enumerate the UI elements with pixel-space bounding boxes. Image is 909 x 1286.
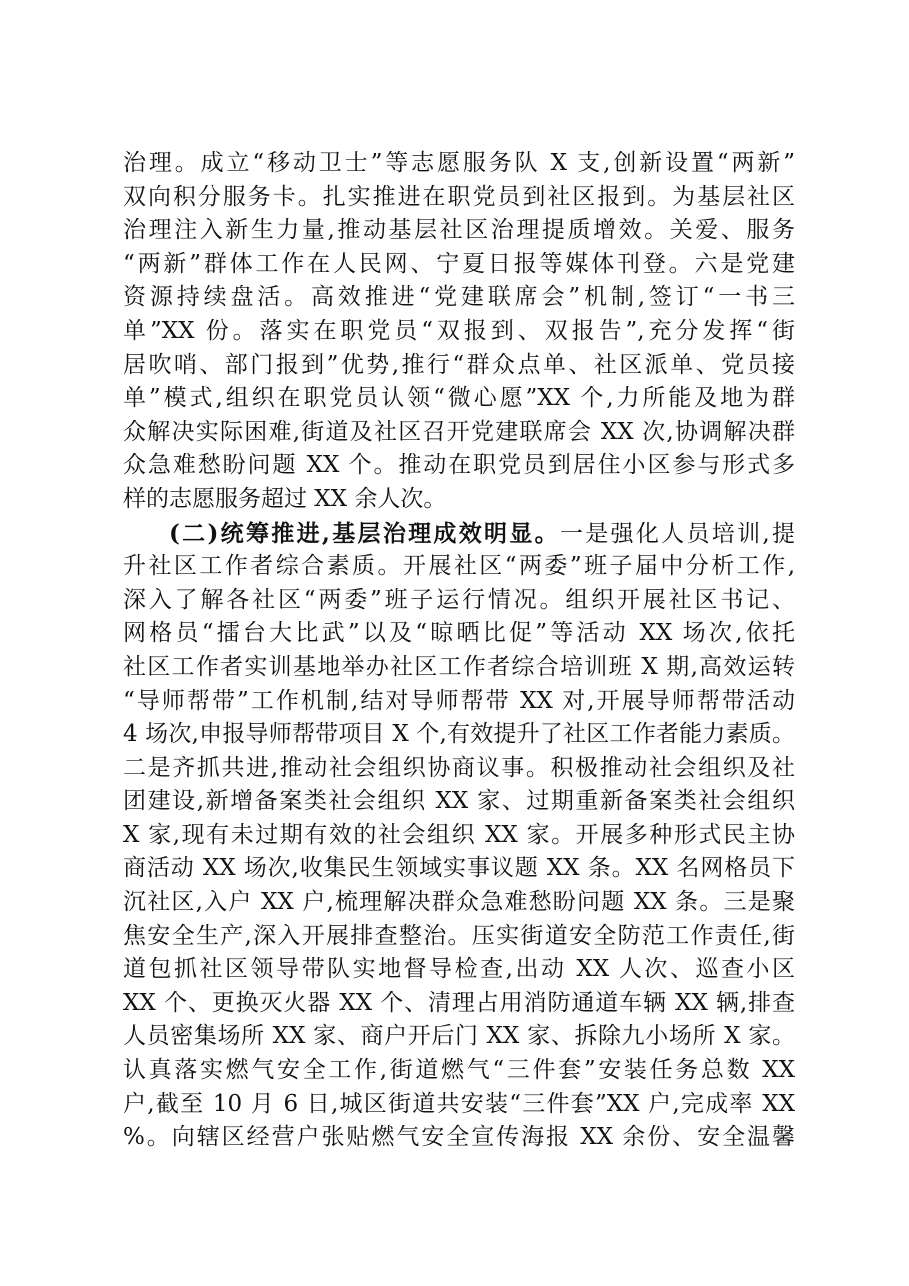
text-line: 样的志愿服务超过 XX 余人次。	[123, 485, 447, 512]
text-line: 升社区工作者综合素质。开展社区“两委”班子届中分析工作,	[123, 553, 795, 580]
text-line: 团建设,新增备案类社会组织 XX 家、过期重新备案类社会组织	[123, 788, 795, 815]
section-heading-line	[123, 517, 795, 551]
text-line: 双向积分服务卡。扎实推进在职党员到社区报到。为基层社区	[123, 183, 795, 210]
text-line: “两新”群体工作在人民网、宁夏日报等媒体刊登。六是党建	[123, 250, 795, 277]
text-line: 商活动 XX 场次,收集民生领域实事议题 XX 条。XX 名网格员下	[123, 855, 795, 882]
text-line: 单”XX 份。落实在职党员“双报到、双报告”,充分发挥“街	[123, 317, 795, 344]
text-line: 户,截至 10 月 6 日,城区街道共安装“三件套”XX 户,完成率 XX	[123, 1090, 795, 1117]
text-line: 沉社区,入户 XX 户,梳理解决群众急难愁盼问题 XX 条。三是聚	[123, 889, 795, 916]
text-line-rest: 一是强化人员培训,提	[559, 520, 795, 547]
text-line: 认真落实燃气安全工作,街道燃气“三件套”安装任务总数 XX	[123, 1057, 795, 1084]
text-line: %。向辖区经营户张贴燃气安全宣传海报 XX 余份、安全温馨	[123, 1124, 795, 1151]
text-line: 众急难愁盼问题 XX 个。推动在职党员到居住小区参与形式多	[123, 452, 795, 479]
text-line: 单”模式,组织在职党员认领“微心愿”XX 个,力所能及地为群	[123, 385, 795, 412]
text-line: 焦安全生产,深入开展排查整治。压实街道安全防范工作责任,街	[123, 922, 795, 949]
text-line: 4 场次,申报导师帮带项目 X 个,有效提升了社区工作者能力素质。	[123, 721, 795, 748]
section-heading: (二)统筹推进,基层治理成效明显。	[169, 519, 560, 547]
text-line: 资源持续盘活。高效推进“党建联席会”机制,签订“一书三	[123, 284, 795, 311]
text-line: 网格员“擂台大比武”以及“晾晒比促”等活动 XX 场次,依托	[123, 620, 795, 647]
text-line: 治理。成立“移动卫士”等志愿服务队 X 支,创新设置“两新”	[123, 150, 795, 176]
body-text	[123, 147, 795, 1155]
text-line: 居吹哨、部门报到”优势,推行“群众点单、社区派单、党员接	[123, 351, 795, 378]
text-line: 人员密集场所 XX 家、商户开后门 XX 家、拆除九小场所 X 家。	[123, 1023, 795, 1050]
text-line: X 家,现有未过期有效的社会组织 XX 家。开展多种形式民主协	[123, 821, 795, 848]
text-line: 二是齐抓共进,推动社会组织协商议事。积极推动社会组织及社	[123, 754, 795, 781]
text-line: 治理注入新生力量,推动基层社区治理提质增效。关爱、服务	[123, 217, 795, 244]
text-line: 深入了解各社区“两委”班子运行情况。组织开展社区书记、	[123, 586, 795, 613]
text-line: XX 个、更换灭火器 XX 个、清理占用消防通道车辆 XX 辆,排查	[123, 989, 795, 1016]
text-line: 道包抓社区领导带队实地督导检查,出动 XX 人次、巡查小区	[123, 956, 795, 983]
text-line: 社区工作者实训基地举办社区工作者综合培训班 X 期,高效运转	[123, 653, 795, 680]
text-line: 众解决实际困难,街道及社区召开党建联席会 XX 次,协调解决群	[123, 418, 795, 445]
text-line: “导师帮带”工作机制,结对导师帮带 XX 对,开展导师帮带活动	[123, 687, 795, 714]
